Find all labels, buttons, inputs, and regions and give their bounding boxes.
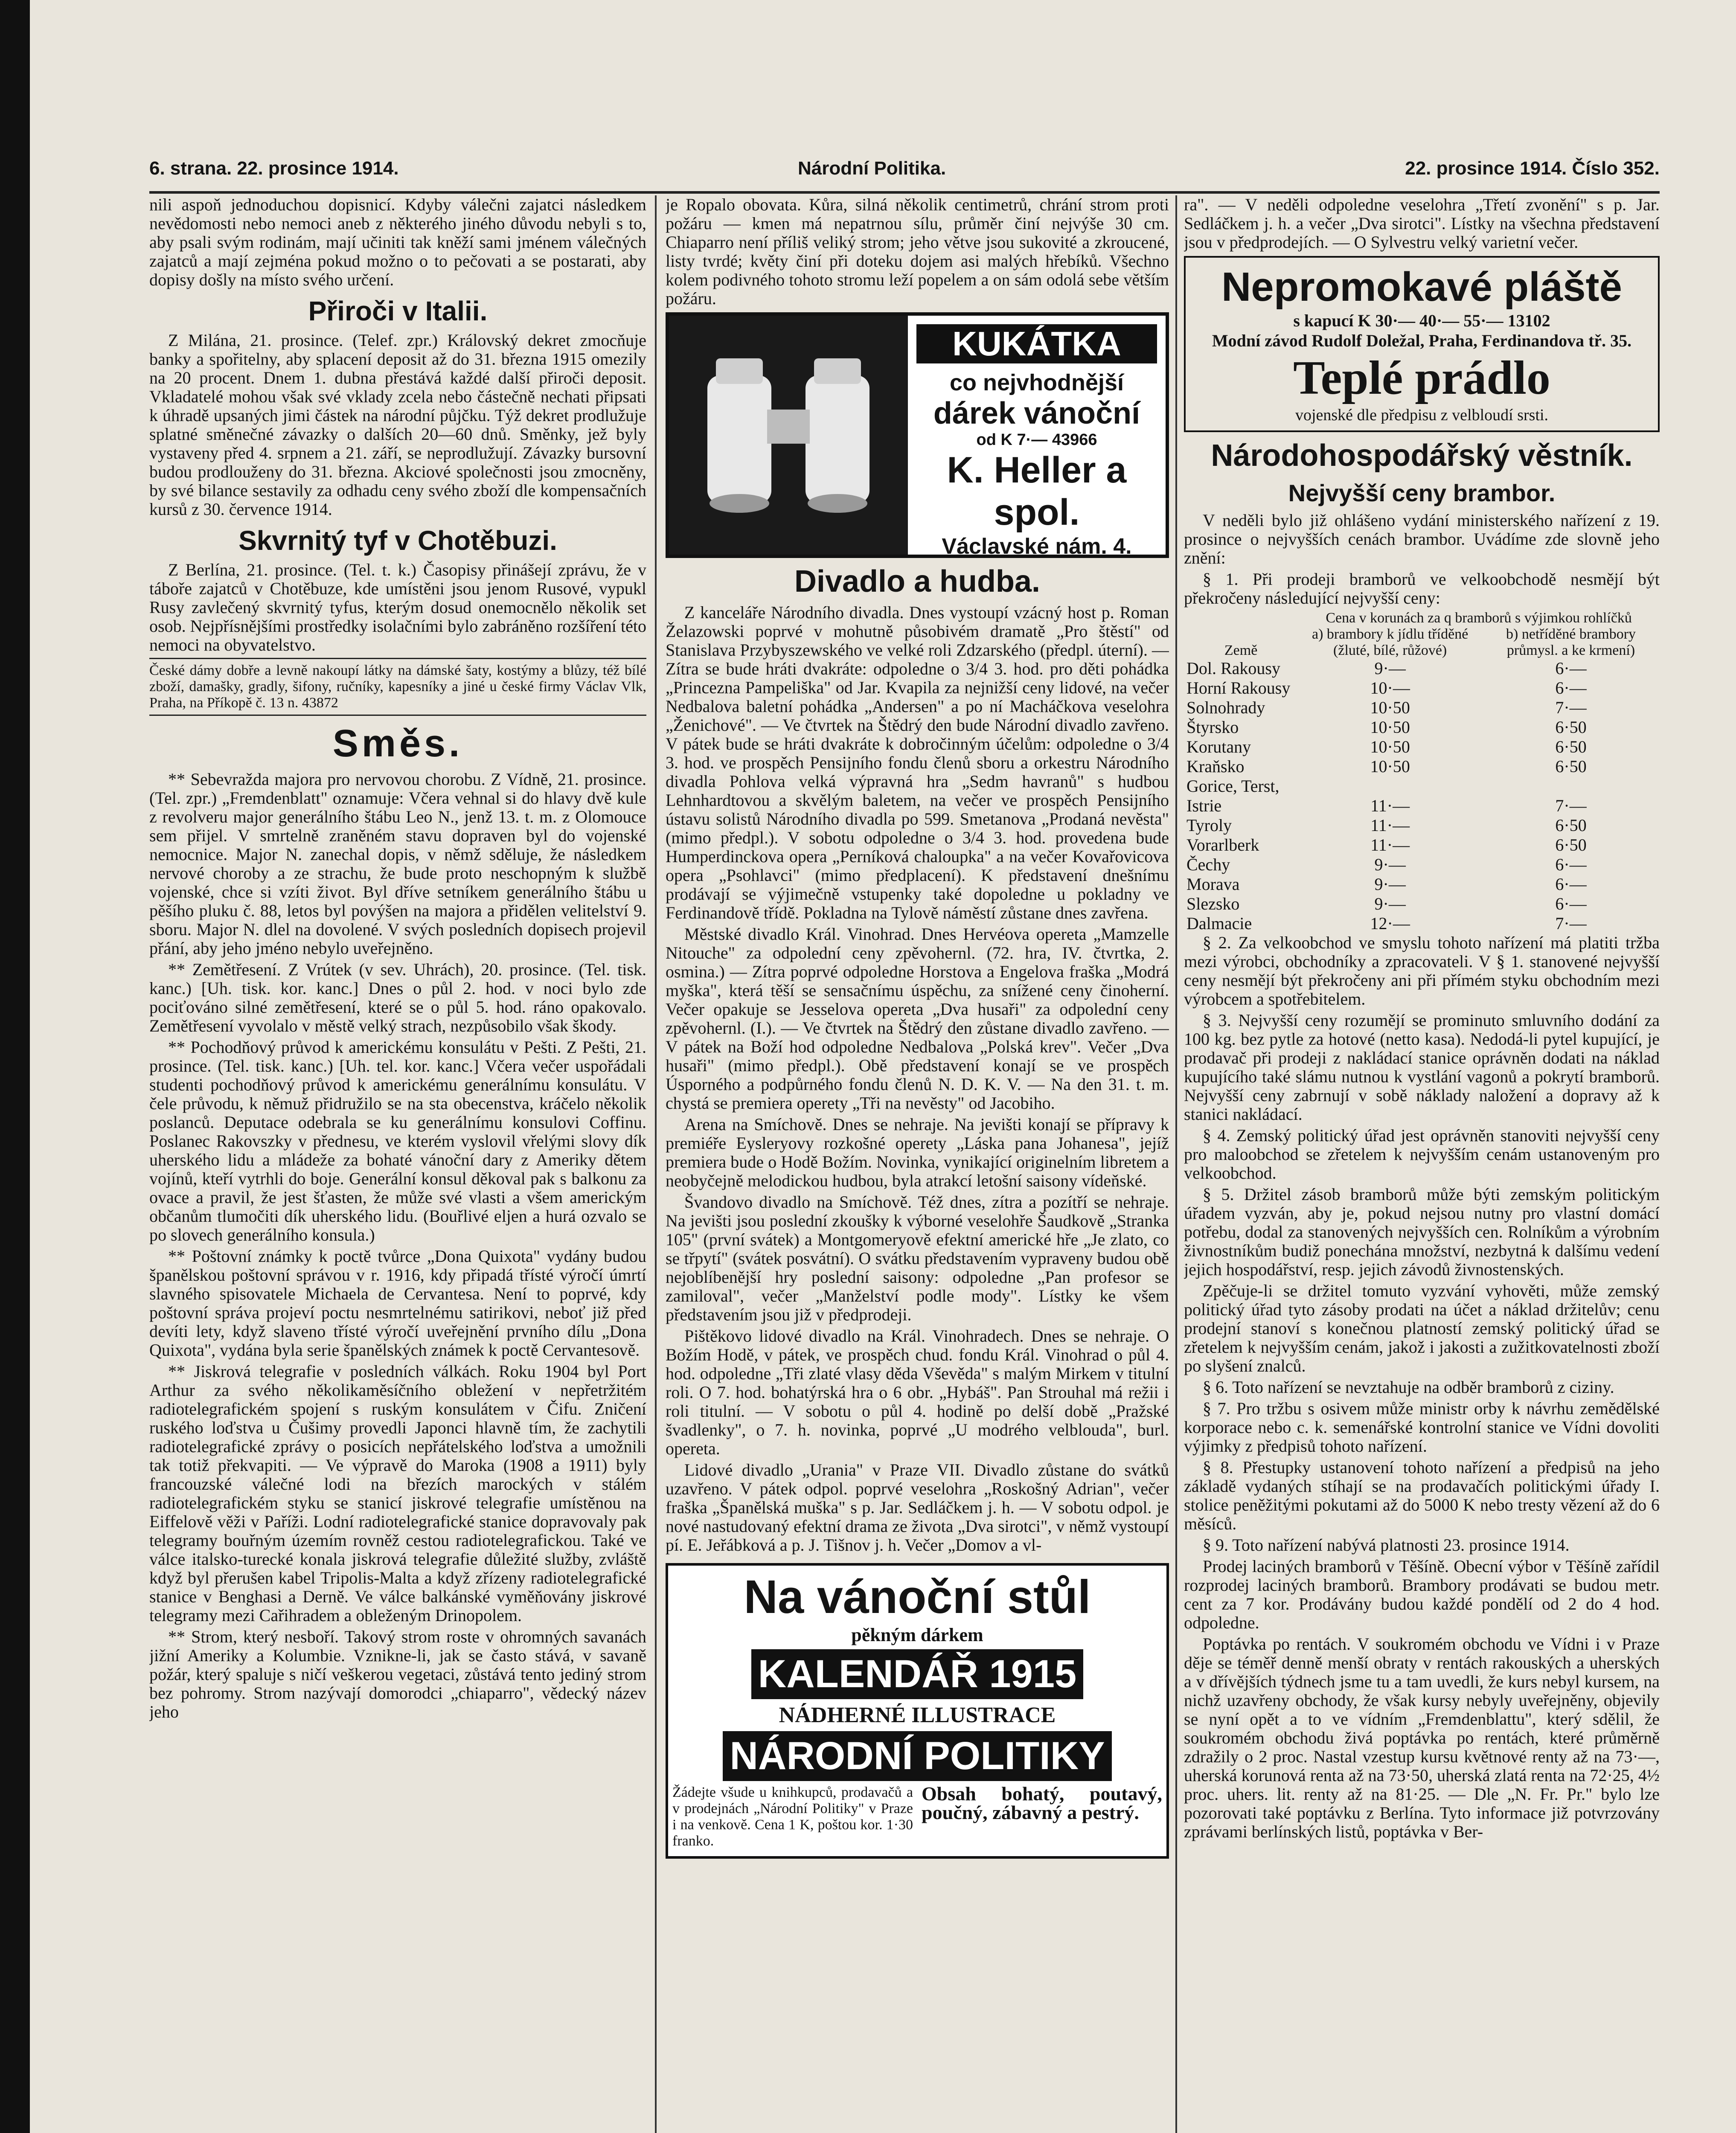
header-center: Národní Politika. — [798, 158, 946, 179]
ad-kalendar-year: KALENDÁŘ 1915 — [751, 1649, 1083, 1699]
news-zemetreseni: ** Zemětřesení. Z Vrútek (v sev. Uhrách), 20. prosince. (Tel. tisk. kanc.) [Uh. tisk. kor. kanc.] Dnes o půl 2. hod. v noci bylo zde pociťováno silné zemětřesení, které se o půl 5. hod. ráno opakovalo. Zemětřesení vyvolalo v městě velký strach, nezpůsobilo však škody. — [149, 960, 646, 1035]
table-row — [1184, 698, 1660, 718]
cell-land: Vorarlberk — [1186, 835, 1259, 854]
table-head-land: Země — [1224, 642, 1258, 658]
cell-land: Horní Rakousy — [1186, 678, 1291, 697]
table-row — [1184, 659, 1660, 678]
ad-kukatka-text — [908, 316, 1166, 559]
news-tesin: Prodej laciných bramborů v Těšíně. Obecní výbor v Těšíně zařídil rozprodej laciných bramborů. Brambory prodávati se budou metr. cent za 7 kor. Prodávány budou každé pondělí od 2 do 4 hod. odpoledne. — [1184, 1557, 1660, 1632]
cell-price: 10·50 — [1370, 698, 1410, 717]
ad-kukatka-line2: dárek vánoční — [933, 396, 1140, 430]
table-head-b: b) netříděné brambory průmysl. a ke krmení) — [1506, 626, 1636, 658]
headline-priroci: Přiroči v Italii. — [308, 296, 488, 326]
news-sebevrazda: ** Sebevražda majora pro nervovou chorobu. Z Vídně, 21. prosince. (Tel. zpr.) „Fremdenblatt" oznamuje: Včera vehnal si do hlavy dvě kule z revolveru major generálního štábu Leo N., jenž 13. t. m. z Olomouce sem přijel. V smrtelně zraněném stavu dopraven byl do vojenské nemocnice. Major N. zanechal dopis, v němž sděluje, že následkem nervové choroby a ze strachu, že bude proto neschopným k službě vojenské, chce si vzíti život. Byl dříve setníkem generálního štábu u pěšího pluku č. 88, letos byl povýšen na majora a přidělen velitelství 9. sboru. Major N. dlel na dovolené. V svých posledních dopisech projevil přání, aby jeho jméno nebylo uveřejněno. — [149, 770, 646, 958]
table-row — [1184, 914, 1660, 933]
news-renty: Poptávka po rentách. V soukromém obchodu ve Vídni i v Praze děje se téměř denně menší obraty v rentách rakouských a uherských a v dřívějších týdnech jsme tu a tam uvedli, že kurs nebyl kursem, na nichž uzavřeny obchody, že však kursy nebyly uveřejněny, objevily se nyní opět a to ve vídním „Fremdenblattu", který sdělil, že soukromém obchodu živá poptávka po rentách, které průměrně zdražily o 2 proc. Nastal vzestup kursu květnové renty až na 73·—, uherská korunová renta až na 73·50, uherská zlatá renta na 72·25, 4½ proc. uhers. lit. renty až na 81·25. — Dle „N. Fr. Pr." bylo lze pozorovati také poptávku z Berlína. Tyto informace již potvrzovány zprávami berlínských listů, poptávka v Ber- — [1184, 1634, 1660, 1841]
cell-price: 6·— — [1555, 659, 1587, 678]
cell-price: 6·— — [1555, 875, 1587, 894]
article-continuation: je Ropalo obovata. Kůra, silná několik centimetrů, chrání strom proti požáru — kmen má nepatrnou sílu, průměr činí nejvýše 30 cm. Chiaparro není příliš veliký strom; jeho větve jsou sukovité a zkroucené, listy tvrdé; květy činí při doteku dojem asi malých hřebíků. Všechno kolem podivného tohoto stromu leží popelem a on sám odolá sebe větším požáru. — [666, 195, 1169, 308]
scan-edge — [0, 0, 30, 2133]
cell-price: 6·— — [1555, 855, 1587, 874]
column-3 — [1184, 195, 1660, 2133]
ad-kukatka-line1: co nejvhodnější — [949, 370, 1124, 395]
article-continuation: nili aspoň jednoduchou dopisnicí. Kdyby válečni zajatci následkem nevědomosti nebo nemoci aneb z některého jiného důvodu nebyli s to, aby psali svým rodinám, mají učiniti tak kněží sami jménem válečných zajatců a mají zejména pokud možno o to pečovati a se postarati, aby dopisy došly na místo svého určení. — [149, 195, 646, 289]
ad-kalendar-illus: NÁDHERNÉ ILLUSTRACE — [779, 1703, 1056, 1727]
para-9: § 9. Toto nařízení nabývá platnosti 23. prosince 1914. — [1203, 1535, 1570, 1555]
ad-kalendar-np: NÁRODNÍ POLITIKY — [723, 1731, 1111, 1781]
news-strom: ** Strom, který nesboří. Takový strom roste v ohromných savanách jižní Ameriky a Kolumbie. Vznikne-li, jak se často stává, v savaně požár, který spaluje s ničí veškerou vegetaci, zůstává tento jediný strom bez pohromy. Strom nazývají domorodci „chiaparro", vědecký název jeho — [149, 1627, 646, 1721]
para-5b: Zpěčuje-li se držitel tomuto vyzvání vyhověti, může zemský politický úřad tyto zásoby prodati na účet a náklad držitelův; cenu prodejní stanoví s konečnou platností zemský politický úřad se zřetelem k nejvyšším cenám, jakož i jakosti a zužitkovatelnosti zboží po slyšení znalců. — [1184, 1281, 1660, 1375]
cell-price: 6·— — [1555, 894, 1587, 913]
para-intro: V neděli bylo již ohlášeno vydání ministerského nařízení z 19. prosince o nejvyšších cenách brambor. Uvádíme zde slovně jeho znění: — [1184, 511, 1660, 567]
cell-land: Čechy — [1186, 855, 1230, 874]
cell-price: 11·— — [1370, 816, 1410, 835]
cell-price: 9·— — [1374, 659, 1406, 678]
cell-price: 11·— — [1370, 796, 1410, 815]
article-priroci: Z Milána, 21. prosince. (Telef. zpr.) Královský dekret zmocňuje banky a spořitelny, aby splacení deposit až do 31. března 1915 omezily na 20 procent. Dnem 1. dubna přestává každé další přiroči deposit. Vkladatelé mohou však své vklady zcela nebo částečně nechati připsati k úhradě upsaných jimi částek na národní půjčku. Týž dekret prodlužuje splatné směnečné závazky o dalších 20—60 dnů. Směnky, jež byly vystaveny před 4. srpnem a 21. září, se neprodlužují. Závazky bursovní budou prodlouženy do 31. března. Akciové společnosti jsou zmocněny, by své bilance sestavily za odhadu ceny svého zboží dle kompensačních kursů z 30. července 1914. — [149, 331, 646, 519]
ad-kukatka — [666, 312, 1169, 558]
cell-price: 10·— — [1370, 678, 1410, 697]
header-left: 6. strana. 22. prosince 1914. — [149, 158, 399, 179]
news-pochodnovy: ** Pochodňový průvod k americkému konsulátu v Pešti. Z Pešti, 21. prosince. (Tel. tisk. kanc.) [Uh. tel. kor. kanc.] Včera večer uspořádali studenti pochodňový průvod k americkému generálnímu konsulátu. V čele průvodu, k němuž přidružilo se na sta obecenstva, kráčelo několik poslanců. Deputace odebrala se ku generálnímu konsulovi Coffinu. Poslanec Rakovszky v přednesu, ve kterém vyslovil vřelými slovy dík uherského lidu a mládeže za bohaté vánoční dary z Ameriky dětem vojínů, kteří vytrhli do boje. Generální konsul děkoval pak s balkonu za ovace a pravil, že jest šťasten, že může své vlasti a všem americkým občanům tlumočiti dík uherského lidu. (Bouřlivé eljen a hurá ozvalo se po slovech generálního konsula.) — [149, 1037, 646, 1244]
cell-land: Korutany — [1186, 737, 1251, 756]
theatre-urania: Lidové divadlo „Urania" v Praze VII. Divadlo zůstane do svátků uzavřeno. V pátek odpol. poprvé veselohra „Roskošný Adrian", večer fraška „Španělská muška" s p. Jar. Sedláčkem j. h. — V sobotu odpol. je nové nastudovaný efektní drama ze života „Dva sirotci", v němž vystoupí pí. E. Jeřábková a p. J. Tišnov j. h. Večer „Domov a vl- — [666, 1460, 1169, 1555]
headline-tyf: Skvrnitý tyf v Chotěbuzi. — [238, 525, 557, 556]
column-rule-1 — [655, 195, 657, 2133]
cell-price: 9·— — [1374, 894, 1406, 913]
ad-kalendar-order: Žádejte všude u knihkupců, prodavačů a v prodejnách „Národní Politiky" v Praze i na venkově. Cena 1 K, poštou kor. 1·30 franko. — [672, 1784, 913, 1849]
cell-price: 9·— — [1374, 855, 1406, 874]
cell-land: Solnohrady — [1186, 698, 1265, 717]
table-row — [1184, 776, 1660, 816]
table-row — [1184, 855, 1660, 875]
ad-pradlo-title: Teplé prádlo — [1293, 352, 1550, 404]
cell-price: 7·— — [1555, 796, 1587, 815]
table-head-price: Cena v korunách za q bramborů s výjimkou rohlíčků — [1326, 610, 1632, 626]
ad-kukatka-firm: K. Heller a spol. — [947, 450, 1127, 533]
cell-land: Dol. Rakousy — [1186, 659, 1280, 678]
ad-plaste-firm: Modní závod Rudolf Doležal, Praha, Ferdinandova tř. 35. — [1212, 331, 1632, 350]
news-telegrafie: ** Jiskrová telegrafie v posledních válkách. Roku 1904 byl Port Arthur za svého několikaměsíčního obležení v nepřetržitém radiotelegrafickém spojení s ruským konsulátem v Čifu. Zničení ruského loďstva u Čušimy provedli Japonci hlavně tím, že zachytili radiotelegrafické zprávy o posicích nepřátelského loďstva a umožnili tak totiž překvapiti. — Ve výpravě do Maroka (1908 a 1911) byly francouzské válečné lodi na březích marockých v stálém radiotelegrafickém styku se stanicí jiskrové telegrafie umístěnou na Eiffelově věži v Paříži. Lodní radiotelegrafické stanice dopravovaly pak telegramy bouřným územím rovněž cestou radiotelegrafickou. Také ve válce italsko-turecké konala jiskrová telegrafie důležité služby, zvláště když byl přerušen kabel Tripolis-Malta a když zřízeny radiotelegrafické stanice v Benghasi a Derně. Ve válce balkánské vyměňovány jiskrové telegramy mezi Cařihradem a obleženým Drinopolem. — [149, 1362, 646, 1625]
news-znamky: ** Poštovní známky k poctě tvůrce „Dona Quixota" vydány budou španělskou poštovní správou v r. 1916, kdy připadá třísté výročí úmrtí slavného spisovatele Michaela de Cervantesa. Není to poprvé, kdy poštovní správa projeví poctu nesmrtelnému satirikovi, neboť již před devíti lety, když slaveno třísté výročí uveřejnění prvního dílu „Dona Quixota", vydána byla serie španělských známek k poctě Cervantesově. — [149, 1247, 646, 1360]
table-row — [1184, 757, 1660, 776]
table-row — [1184, 737, 1660, 757]
para-4: § 4. Zemský politický úřad jest oprávněn stanoviti nejvyšší ceny pro maloobchod se zřetelem k nejvyšším cenám ustanoveným pro velkoobchod. — [1184, 1126, 1660, 1183]
ad-kukatka-title: KUKÁTKA — [916, 324, 1157, 363]
ad-kalendar — [666, 1563, 1169, 1859]
price-table — [1184, 610, 1660, 933]
ad-kalendar-content: Obsah bohatý, poutavý, poučný, zábavný a pestrý. — [922, 1783, 1162, 1823]
para-7: § 7. Pro tržbu s osivem může ministr orby k návrhu zemědělské korporace nebo c. k. semenářské kontrolní stanice ve Vídni dovoliti výjimky z předpisů tohoto nařízení. — [1184, 1399, 1660, 1456]
cell-land: Tyroly — [1186, 816, 1232, 835]
column-1 — [149, 195, 646, 2133]
para-6: § 6. Toto nařízení se nevztahuje na odběr bramborů z ciziny. — [1203, 1377, 1614, 1397]
divider — [149, 658, 646, 659]
ad-kalendar-sub: pěkným dárkem — [851, 1624, 983, 1645]
header-rule — [149, 191, 1660, 194]
binoculars-icon — [669, 316, 908, 555]
ad-plaste — [1184, 256, 1660, 432]
cell-land: Morava — [1186, 875, 1240, 894]
para-1: § 1. Při prodeji bramborů ve velkoobchodě nesmějí být překročeny následující nejvyšší ceny: — [1184, 570, 1660, 607]
ad-kalendar-title: Na vánoční stůl — [744, 1571, 1091, 1623]
cell-price: 6·50 — [1555, 835, 1587, 854]
theatre-narodni: Z kanceláře Národního divadla. Dnes vystoupí vzácný host p. Roman Želazowski poprvé v mohutně působivém dramatě „Pro štěstí" od Stanislava Przybyszewského ve velké roli Zdzarského (předpl. úterní). — Zítra se bude hráti dvakráte: odpoledne o 3/4 3. hod. pro děti pohádka „Princezna Pampeliška" od Jar. Kvapila za nejnižší ceny lidové, na večer Nedbalova baletní pohádka „Andersen" a po ní Macháčkova veselohra „Ženichové". — Ve čtvrtek na Štědrý den bude Národní divadlo zavřeno. V pátek bude se hráti dvakráte k dobročinným účelům: odpoledne o 3/4 3. hod. ve prospěch Pensijního fondu členů sboru a orkestru Národního divadla Pohlova velká výpravná hra „Sedm havranů" s hudbou Lehnhardtovou a skvělým baletem, na večer ve prospěch Pensijního ústavu solistů Národního divadla po 599. Smetanova „Prodaná nevěsta" (mimo předpl.). V sobotu odpoledne o 3/4 3. hod. provedena bude Humperdinckova opera „Perníková chaloupka" a na večer Kovařovicova opera „Psohlavci" (mimo předplacení). K představení dnešnímu prodávají se výjimečně vstupenky také dopoledne u pokladny ve Ferdinandově třídě. Pokladna na Tylově náměstí zůstane dnes zavřena. — [666, 603, 1169, 922]
column-rule-2 — [1175, 195, 1177, 2133]
table-row — [1184, 718, 1660, 737]
cell-land: Gorice, Terst, Istrie — [1186, 776, 1279, 815]
cell-price: 7·— — [1555, 914, 1587, 933]
para-8: § 8. Přestupky ustanovení tohoto nařízení a předpisů na jeho základě vydaných stíhají se na prodavačích politickými úřady I. stolice peněžitými pokutami až do 5000 K nebo tresty vězení až do 6 měsíců. — [1184, 1458, 1660, 1533]
section-smes: Směs. — [332, 722, 463, 765]
headline-ceny: Nejvyšší ceny brambor. — [1288, 479, 1556, 506]
cell-price: 11·— — [1370, 835, 1410, 854]
cell-land: Dalmacie — [1186, 914, 1252, 933]
para-3: § 3. Nejvyšší ceny rozumějí se prominuto smluvního dodání za 100 kg. bez pytle za hotové (netto kasa). Nedodá-li pytel kupující, je prodavač při prodeji z nakládací stanice oprávněn dodati na náklad kupujícího také slámu nutnou k vystlání vagonů a pokrytí bramborů. Nejvyšší ceny zabrnují v sobě náklady naložení a dopravy až k stanici nakládací. — [1184, 1011, 1660, 1124]
article-continuation: ra". — V neděli odpoledne veselohra „Třetí zvonění" s p. Jar. Sedláčkem j. h. a večer „Dva sirotci". Lístky na všechna představení jsou v předprodejích. — O Sylvestru velký varietní večer. — [1184, 195, 1660, 252]
table-row — [1184, 678, 1660, 698]
cell-price: 10·50 — [1370, 718, 1410, 737]
article-tyf: Z Berlína, 21. prosince. (Tel. t. k.) Časopisy přinášejí zprávu, že v táboře zajatců v Chotěbuze, kde umístěni jsou jenom Rusové, vypukl Rusy zavlečený skvrnitý tyfus, kterým dosud onemocnělo několik set osob. Nejpřísnějšími prostředky isolačními bylo zabráněno rozšíření této nemoci na obyvatelstvo. — [149, 560, 646, 654]
cell-land: Slezsko — [1186, 894, 1240, 913]
table-head-a: a) brambory k jídlu tříděné (žluté, bílé, růžové) — [1311, 626, 1468, 658]
ad-pradlo-line: vojenské dle předpisu z velbloudí srsti. — [1295, 406, 1549, 424]
theatre-arena: Arena na Smíchově. Dnes se nehraje. Na jevišti konají se přípravy k premiéře Eysleryovy rozkošné operety „Láska pana Johanesa", jejíž premiera bude o Hodě Božím. Novinka, vynikající originelním libretem a neobyčejně melodickou hudbou, byla atrakcí letošní saisony vídeňské. — [666, 1115, 1169, 1190]
cell-land: Kraňsko — [1186, 757, 1245, 776]
ad-plaste-price: s kapucí K 30·— 40·— 55·— 13102 — [1293, 311, 1550, 330]
column-2 — [666, 195, 1169, 2133]
table-row — [1184, 894, 1660, 914]
para-2: § 2. Za velkoobchod ve smyslu tohoto nařízení má platiti tržba mezi výrobci, obchodníky a zpracovateli. V § 1. stanovené nejvyšší ceny nesmějí být překročeny ani při přímém styku obchodním mezi výrobcem a spotřebitelem. — [1184, 933, 1660, 1008]
cell-price: 12·— — [1370, 914, 1410, 933]
cell-price: 6·50 — [1555, 718, 1587, 737]
cell-price: 6·50 — [1555, 757, 1587, 776]
ad-kukatka-price: od K 7·— 43966 — [976, 431, 1097, 449]
cell-price: 6·— — [1555, 678, 1587, 697]
para-5: § 5. Držitel zásob bramborů může býti zemským politickým úřadem vyzván, aby je, pokud nejsou nutny pro vlastní domácí potřebu, dodal za stanovených nejvyšších cen. Rolníkům a výrobním živnostníkům budiž ponechána množství, nezbytná k dalšímu vedení jejich hospodářství, resp. jejich závodů živnostenských. — [1184, 1185, 1660, 1279]
cell-price: 7·— — [1555, 698, 1587, 717]
theatre-vinohrady: Městské divadlo Král. Vinohrad. Dnes Hervéova opereta „Mamzelle Nitouche" za odpolední ceny zpěvohernl. (72. hra, IV. čtvrtka, 2. osmina.) — Zítra poprvé odpoledne Horstova a Engelova fraška „Modrá myška", která těší se sensačnímu úspěchu, za snížené ceny činoherní. Večer opakuje se Jesselova opereta „Dva husaři" za odpolední ceny zpěvohernl. (I.). — Ve čtvrtek na Štědrý den zůstane divadlo zavřeno. — V pátek na Boží hod odpoledne Nedbalova „Polská krev". Večer „Dva husaři" (mimo předpl.). Obě představení konají se ve prospěch Úsporného a podpůrného fondu členů N. D. K. V. — Na den 31. t. m. chystá se premiera operety „Tři na nevěsty" od Jacobiho. — [666, 924, 1169, 1113]
ad-plaste-title: Nepromokavé pláště — [1221, 264, 1623, 310]
page-header — [149, 158, 1660, 188]
divider — [149, 715, 646, 716]
section-vestnik: Národohospodářský věstník. — [1211, 439, 1633, 473]
cell-land: Štyrsko — [1186, 718, 1239, 737]
cell-price: 6·50 — [1555, 737, 1587, 756]
ad-vlk: České dámy dobře a levně nakoupí látky na dámské šaty, kostýmy a blůzy, též bílé zboží, damašky, gradly, šifony, ručníky, kapesníky a jiné u české firmy Václav Vlk, Praha, na Příkopě č. 13 n. 43872 — [149, 663, 646, 711]
section-divadlo: Divadlo a hudba. — [794, 564, 1041, 599]
theatre-pistekovo: Pištěkovo lidové divadlo na Král. Vinohradech. Dnes se nehraje. O Božím Hodě, v pátek, ve prospěch chud. fondu Král. Vinohrad o půl 4. hod. odpoledne „Tři zlaté vlasy děda Vševěda" s malým Mirkem v titulní roli. O 7. hod. bohatýrská hra o 6 obr. „Hybáš". Pan Strouhal má režii i roli titulní. — V sobotu o půl 4. hodině po delší době „Pražské švadlenky", o 7. h. novinka, poprvé „U modrého velblouda", burl. opereta. — [666, 1326, 1169, 1458]
table-row — [1184, 816, 1660, 835]
table-row — [1184, 875, 1660, 894]
header-right: 22. prosince 1914. Číslo 352. — [1405, 158, 1660, 179]
table-row — [1184, 835, 1660, 855]
cell-price: 10·50 — [1370, 737, 1410, 756]
ad-kukatka-addr: Václavské nám. 4. — [942, 534, 1132, 559]
cell-price: 6·50 — [1555, 816, 1587, 835]
cell-price: 10·50 — [1370, 757, 1410, 776]
cell-price: 9·— — [1374, 875, 1406, 894]
theatre-svandovo: Švandovo divadlo na Smíchově. Též dnes, zítra a pozítří se nehraje. Na jevišti jsou poslední zkoušky k výborné veselohře Šaudkově „Stranka 105" (první svátek) a Montgomeryově efektní americké hře „Je zlato, co se třpytí" (svátek posvátní). O svátku představením vypraveny budou obě nejoblíbenější hry poslední saisony: odpoledne „Pan profesor se zamiloval", večer „Manželství podle mody". Lístky ke všem představením jsou již v předprodeji. — [666, 1192, 1169, 1324]
